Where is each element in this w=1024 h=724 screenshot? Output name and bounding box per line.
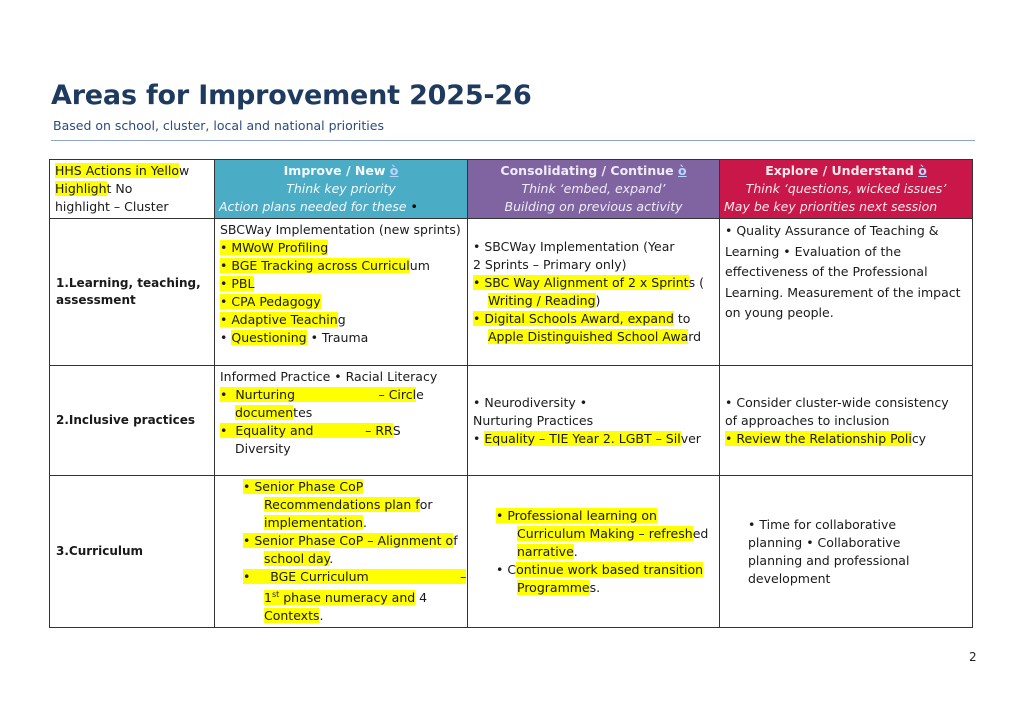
table-row (50, 476, 973, 628)
column-header-consolidating (468, 160, 720, 219)
row2-consol-line2: Nurturing Practices (473, 412, 594, 428)
page-title: Areas for Improvement 2025-26 (51, 80, 532, 111)
row2-explore-cell (720, 366, 973, 476)
list-item-prefix: • (473, 430, 485, 446)
list-item-cont: implementation (264, 515, 364, 530)
list-item: • SBC Way Alignment of 2 x Sprint (473, 275, 689, 290)
list-item-rest: or (419, 497, 433, 512)
list-item-rest: S (392, 423, 401, 438)
superscript: st (271, 590, 280, 599)
list-item-rest: s. (589, 579, 601, 595)
list-item: • MWoW Profiling (220, 240, 329, 255)
list-item-cont: documen (235, 405, 294, 420)
row1-explore-cell (720, 219, 973, 366)
improve-title: Improve / New (283, 163, 386, 178)
row3-improve-cell (215, 476, 468, 628)
list-item-cont: Curriculum Making – refresh (517, 525, 693, 541)
row1-consol-line1: • SBCWay Implementation (Year (473, 239, 675, 254)
list-item-cont: Recommendations plan f (264, 497, 420, 512)
row2-consol-line1: • Neurodiversity • (473, 394, 588, 410)
list-item-rest: rd (688, 329, 702, 344)
page-number: 2 (969, 650, 977, 664)
row2-improve-intro: Informed Practice • Racial Literacy (220, 369, 438, 384)
key-line2-rest: t No (106, 181, 133, 196)
consolidating-sub2: Building on previous activity (504, 199, 683, 214)
key-line2-highlight: Highligh (55, 181, 107, 196)
key-line1-rest: w (178, 163, 190, 178)
consolidating-sub1: Think ‘embed, expand’ (521, 181, 666, 196)
list-item: Questioning (231, 330, 307, 345)
list-item-rest: ed (692, 525, 709, 541)
list-item-rest: e (416, 387, 424, 402)
row2-consolidating-cell (468, 366, 720, 476)
list-item: • BGE Curriculum – (243, 569, 467, 584)
key-cell (50, 160, 215, 219)
table-header-row (50, 160, 973, 219)
row-label-learning: 1.Learning, teaching, assessment (50, 219, 215, 366)
improve-sub1: Think key priority (286, 181, 396, 196)
list-item-cont: narrative (517, 543, 574, 559)
list-item: • Adaptive Teachin (220, 312, 338, 327)
list-item-cont: school day (264, 551, 330, 566)
explore-title: Explore / Understand (765, 163, 914, 178)
list-item-cont: Apple Distinguished School Awa (488, 329, 689, 344)
key-line3: highlight – Cluster (55, 199, 169, 214)
list-item-rest: . (363, 515, 368, 530)
list-item: • PBL (220, 276, 255, 291)
page-subtitle: Based on school, cluster, local and national priorities (53, 118, 384, 133)
list-item: • Professional learning on (496, 507, 657, 523)
row-label-inclusive: 2.Inclusive practices (50, 366, 215, 476)
list-item-cont: phase numeracy and (279, 590, 416, 606)
list-item-rest: • Trauma (306, 330, 369, 345)
table-row (50, 366, 973, 476)
list-item: ontinue work based transition (516, 561, 704, 577)
table-row (50, 219, 973, 366)
row2-explore-line1: • Consider cluster-wide consistency (725, 394, 949, 410)
list-item: • Equality and – RR (220, 423, 393, 438)
list-item-rest: . (319, 608, 324, 624)
improve-sub2-bullet: • (410, 199, 418, 214)
improvement-table (49, 159, 973, 628)
row2-improve-cell (215, 366, 468, 476)
list-item: • CPA Pedagogy (220, 294, 321, 309)
list-item-prefix: • C (496, 561, 517, 577)
explore-sub2: May be key priorities next session (724, 199, 938, 214)
list-item-cont: 1 (264, 590, 272, 606)
list-item-rest: ) (595, 293, 601, 308)
list-item: • BGE Tracking across Curricul (220, 258, 410, 273)
row2-explore-line2: of approaches to inclusion (725, 412, 890, 428)
column-header-improve (215, 160, 468, 219)
row3-consolidating-cell (468, 476, 720, 628)
list-item-rest: . (573, 543, 578, 559)
row3-explore-cell (720, 476, 973, 628)
list-item-rest: . (329, 551, 334, 566)
list-item-rest: to (673, 311, 691, 326)
row-label-curriculum: 3.Curriculum (50, 476, 215, 628)
list-item: • Senior Phase CoP – Alignment o (243, 533, 454, 548)
explore-arrow-icon[interactable]: ò (918, 163, 927, 178)
list-item-rest: f (453, 533, 458, 548)
list-item-rest: s ( (688, 275, 704, 290)
list-item: • Senior Phase CoP (243, 479, 364, 494)
row1-consolidating-cell (468, 219, 720, 366)
consolidating-title: Consolidating / Continue (500, 163, 674, 178)
row1-improve-intro: SBCWay Implementation (new sprints) (220, 222, 461, 237)
list-item-rest: g (337, 312, 346, 327)
row1-consol-line2: 2 Sprints – Primary only) (473, 257, 627, 272)
list-item-rest: um (409, 258, 430, 273)
list-item-cont: Diversity (235, 441, 291, 456)
improve-arrow-icon[interactable]: ò (389, 163, 399, 178)
list-item: • Nurturing – Circl (220, 387, 417, 402)
list-item-cont: Contexts (264, 608, 320, 624)
list-item-rest: cy (911, 430, 927, 446)
key-line1-highlight: HHS Actions in Yello (55, 163, 179, 178)
list-item-prefix: • (220, 330, 232, 345)
list-item: • Digital Schools Award, expand (473, 311, 674, 326)
list-item: • Review the Relationship Poli (725, 430, 912, 446)
column-header-explore (720, 160, 973, 219)
title-divider (51, 140, 975, 141)
list-item-cont: Writing / Reading (488, 293, 596, 308)
explore-sub1: Think ‘questions, wicked issues’ (745, 181, 947, 196)
list-item-cont: Programme (517, 579, 590, 595)
row1-improve-cell (215, 219, 468, 366)
list-item-rest: tes (293, 405, 313, 420)
row1-explore-text: • Quality Assurance of Teaching & Learning • Evaluation of the effectiveness of the Professional Learning. Measurement of the impact on young people. (725, 223, 961, 320)
list-item-rest: 4 (415, 590, 428, 606)
row3-explore-text: • Time for collaborative planning • Collaborative planning and professional development (748, 516, 910, 586)
list-item: Equality – TIE Year 2. LGBT – Sil (484, 430, 681, 446)
list-item-rest: ver (680, 430, 701, 446)
improve-sub2: Action plans needed for these (219, 199, 407, 214)
consolidating-arrow-icon[interactable]: ò (677, 163, 687, 178)
